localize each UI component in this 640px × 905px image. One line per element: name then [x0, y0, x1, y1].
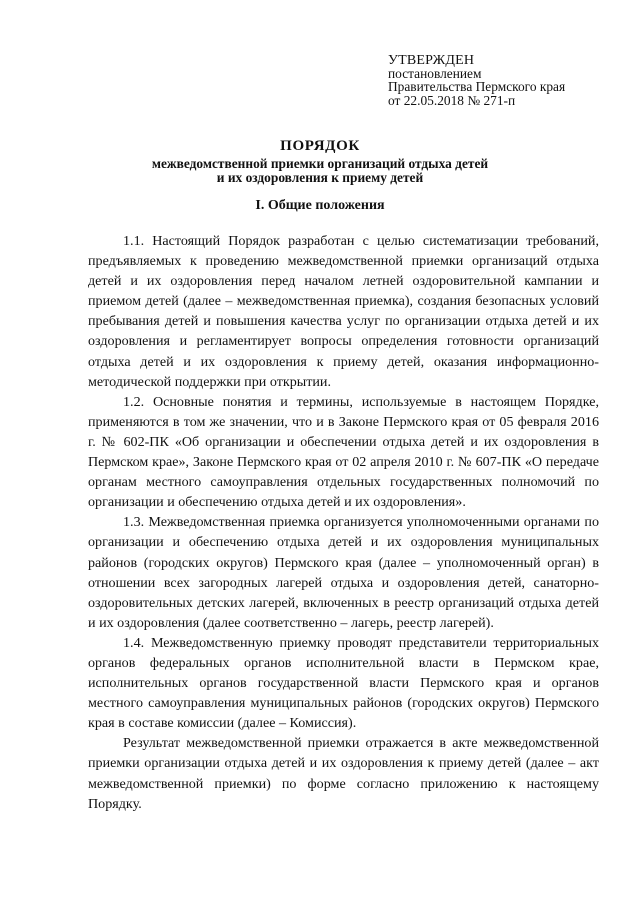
approval-line-date-number: от 22.05.2018 № 271-п	[388, 92, 516, 108]
paragraph-1-2: 1.2. Основные понятия и термины, используемые в настоящем Порядке, применяются в том же значении, что и в Законе Пермского края от 05 февраля 2016 г. № 602-ПК «Об организации и обеспечении отдыха детей и их оздоровления в Пермском крае», Законе Пермского края от 02 апреля 2010 г. № 607-ПК «О передаче органам местного самоуправления отдельных государственных полномочий по организации и обеспечению отдыха детей и их оздоровления».	[88, 393, 599, 511]
document-body	[88, 231, 599, 814]
subtitle-line-1: межведомственной приемки организаций отдыха детей	[151, 156, 489, 171]
approval-heading: УТВЕРЖДЕН	[388, 53, 475, 68]
document-subtitle	[0, 157, 640, 185]
document-title: ПОРЯДОК	[280, 138, 360, 154]
paragraph-1-3: 1.3. Межведомственная приемка организуется уполномоченными органами по организации и обеспечению отдыха детей и их оздоровления муниципальных районов (городских округов) Пермского края (далее – уполномоченный орган) в отношении всех загородных лагерей отдыха и оздоровления детей, санаторно-оздоровительных детских лагерей, включенных в реестр организаций отдыха детей и их оздоровления (далее соответственно – лагерь, реестр лагерей).	[88, 514, 599, 631]
paragraph-result: Результат межведомственной приемки отражается в акте межведомственной приемки организации отдыха детей и их оздоровления к приему детей (далее – акт межведомственной приемки) по форме согласно приложению к настоящему Порядку.	[88, 735, 599, 812]
paragraph-1-1: 1.1. Настоящий Порядок разработан с целью систематизации требований, предъявляемых к проведению межведомственной приемки организаций отдыха детей и их оздоровления перед началом летней оздоровительной кампании и приемом детей (далее – межведомственная приемка), создания безопасных условий пребывания детей и повышения качества услуг по организации отдыха детей и их оздоровления и регламентирует вопросы определения готовности организаций отдыха детей и их оздоровления к приему детей, оказания информационно-методической поддержки при открытии.	[88, 233, 599, 390]
approval-line-government: Правительства Пермского края	[388, 79, 566, 95]
subtitle-line-2: и их оздоровления к приему детей	[216, 170, 424, 185]
section-heading: I. Общие положения	[255, 198, 385, 213]
approval-stamp	[388, 54, 628, 107]
approval-line-resolution: постановлением	[388, 66, 482, 82]
paragraph-1-4: 1.4. Межведомственную приемку проводят представители территориальных органов федеральных органов исполнительной власти в Пермском крае, исполнительных органов государственной власти Пермского края и органов местного самоуправления муниципальных районов (городских округов) Пермского края в составе комиссии (далее – Комиссия).	[88, 634, 599, 732]
